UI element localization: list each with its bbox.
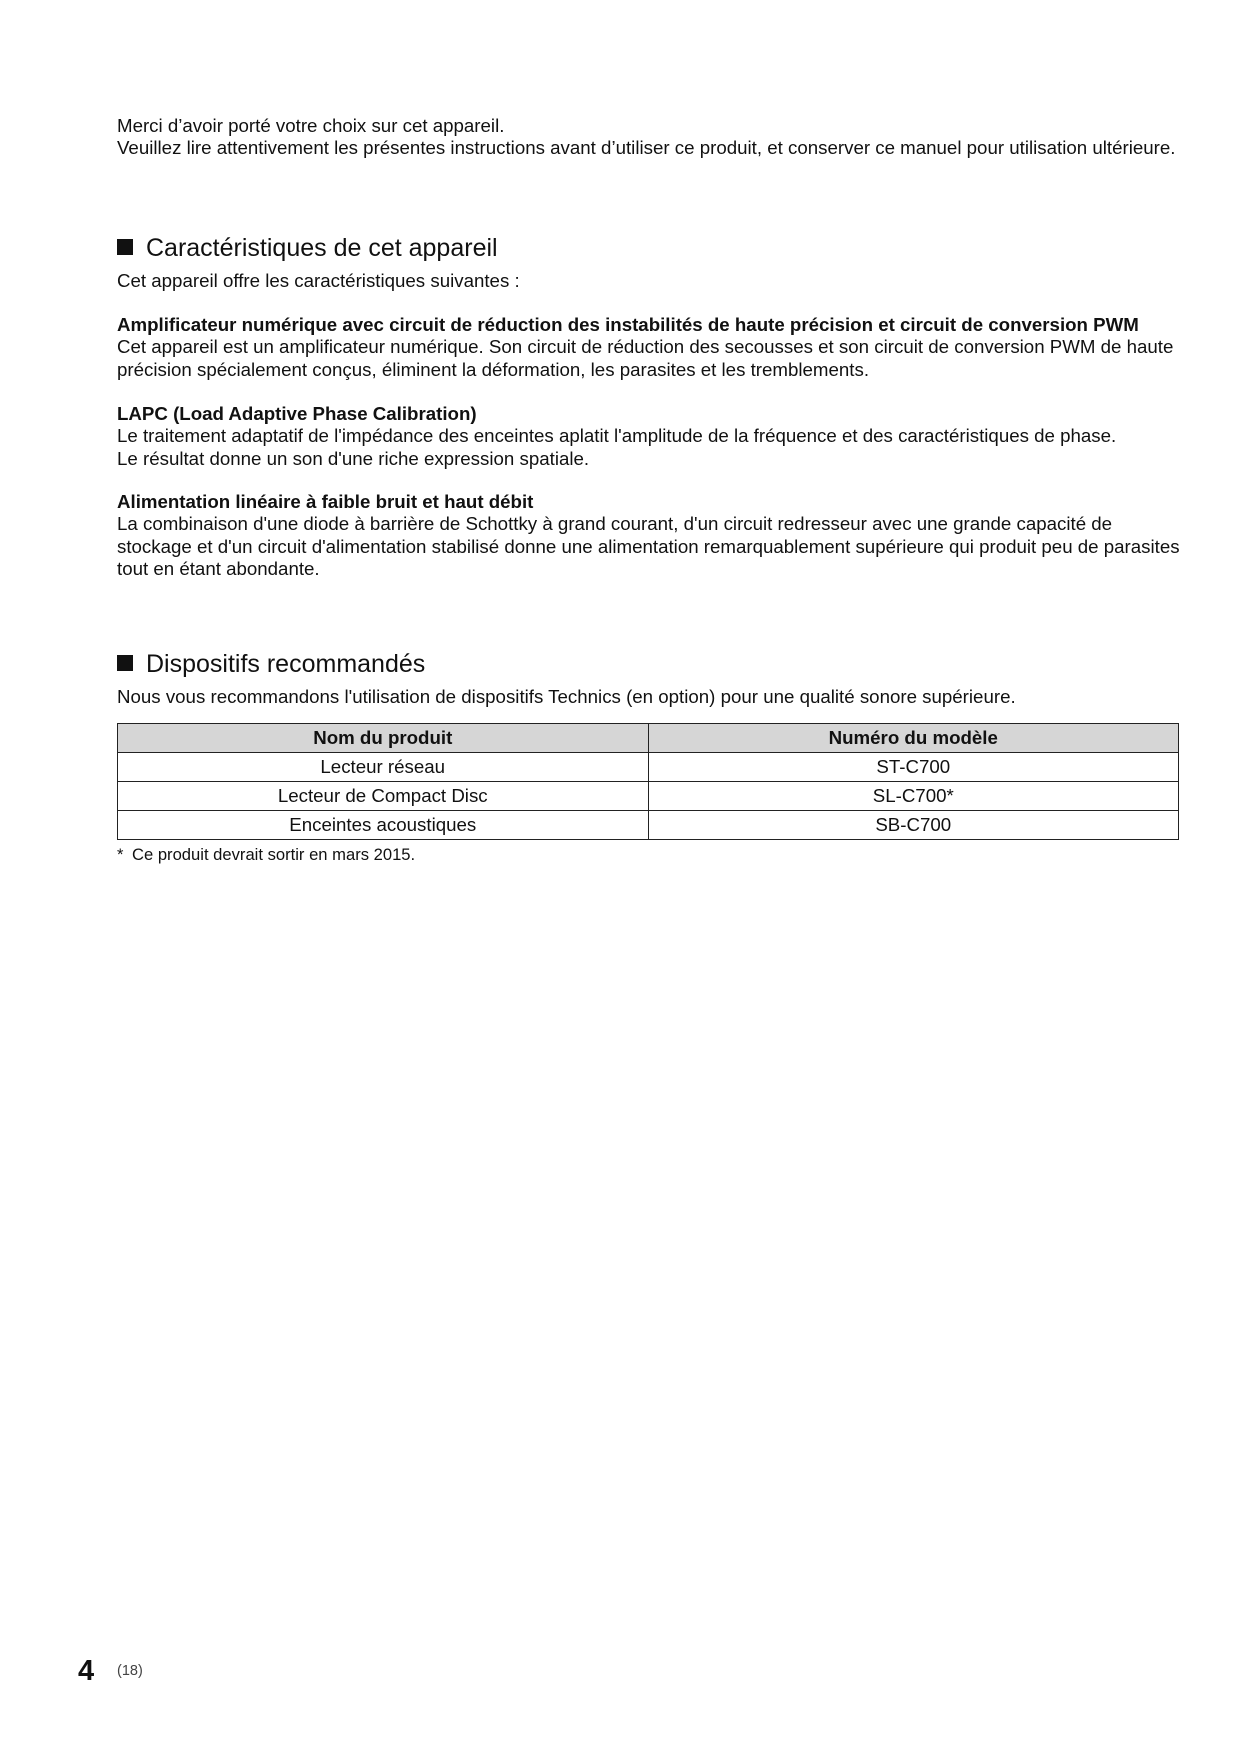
feature-line: Le traitement adaptatif de l'impédance des enceintes aplatit l'amplitude de la fréquence et des caractéristiques de phase. — [117, 425, 1117, 447]
features-lead — [117, 270, 520, 292]
product-name-cell: Enceintes acoustiques — [118, 811, 649, 840]
section-heading-devices — [117, 649, 917, 679]
feature-item — [117, 314, 1173, 381]
model-number-cell: SB-C700 — [648, 811, 1179, 840]
page-reference: (18) — [117, 1663, 143, 1679]
footnote-marker: * — [117, 845, 124, 864]
devices-lead — [117, 686, 1016, 708]
table-header-row — [118, 724, 1179, 753]
page-number: 4 — [78, 1655, 95, 1687]
intro-line: Veuillez lire attentivement les présentes instructions avant d’utiliser ce produit, et conserver ce manuel pour utilisation ultérieure. — [117, 137, 1176, 159]
product-name-cell: Lecteur de Compact Disc — [118, 782, 649, 811]
feature-title: LAPC (Load Adaptive Phase Calibration) — [117, 403, 477, 424]
feature-line: précision spécialement conçus, éliminent la déformation, les parasites et les tremblements. — [117, 358, 870, 380]
feature-title: Amplificateur numérique avec circuit de réduction des instabilités de haute précision et circuit de conversion PWM — [117, 314, 1139, 335]
section-heading-features — [117, 233, 917, 263]
intro-line: Merci d’avoir porté votre choix sur cet appareil. — [117, 115, 505, 136]
column-header-product: Nom du produit — [118, 724, 649, 753]
column-header-model: Numéro du modèle — [648, 724, 1179, 753]
recommended-devices-table — [117, 723, 1179, 840]
table-row — [118, 753, 1179, 782]
feature-item — [117, 403, 1116, 470]
table-row — [118, 811, 1179, 840]
section-heading-text: Caractéristiques de cet appareil — [146, 234, 498, 262]
product-name-cell: Lecteur réseau — [118, 753, 649, 782]
black-square-icon — [117, 239, 133, 255]
feature-line: Le résultat donne un son d'une riche expression spatiale. — [117, 447, 590, 469]
feature-line: La combinaison d'une diode à barrière de Schottky à grand courant, d'un circuit redresseur avec une grande capacité de — [117, 513, 1113, 535]
black-square-icon — [117, 655, 133, 671]
feature-line: stockage et d'un circuit d'alimentation stabilisé donne une alimentation remarquablement supérieure qui produit peu de parasites — [117, 535, 1180, 557]
model-number-cell: SL-C700* — [648, 782, 1179, 811]
section-heading-text: Dispositifs recommandés — [146, 650, 426, 678]
feature-line: Cet appareil est un amplificateur numérique. Son circuit de réduction des secousses et son circuit de conversion PWM de haute — [117, 336, 1174, 358]
lead-line: Nous vous recommandons l'utilisation de dispositifs Technics (en option) pour une qualité sonore supérieure. — [117, 686, 1016, 707]
model-number-cell: ST-C700 — [648, 753, 1179, 782]
footnote-text: Ce produit devrait sortir en mars 2015. — [132, 845, 416, 864]
feature-item — [117, 491, 1180, 580]
table-row — [118, 782, 1179, 811]
feature-title: Alimentation linéaire à faible bruit et haut débit — [117, 491, 534, 512]
table-footnote — [117, 845, 415, 865]
feature-line: tout en étant abondante. — [117, 557, 320, 579]
intro-paragraph — [117, 115, 1175, 160]
lead-line: Cet appareil offre les caractéristiques suivantes : — [117, 270, 520, 291]
